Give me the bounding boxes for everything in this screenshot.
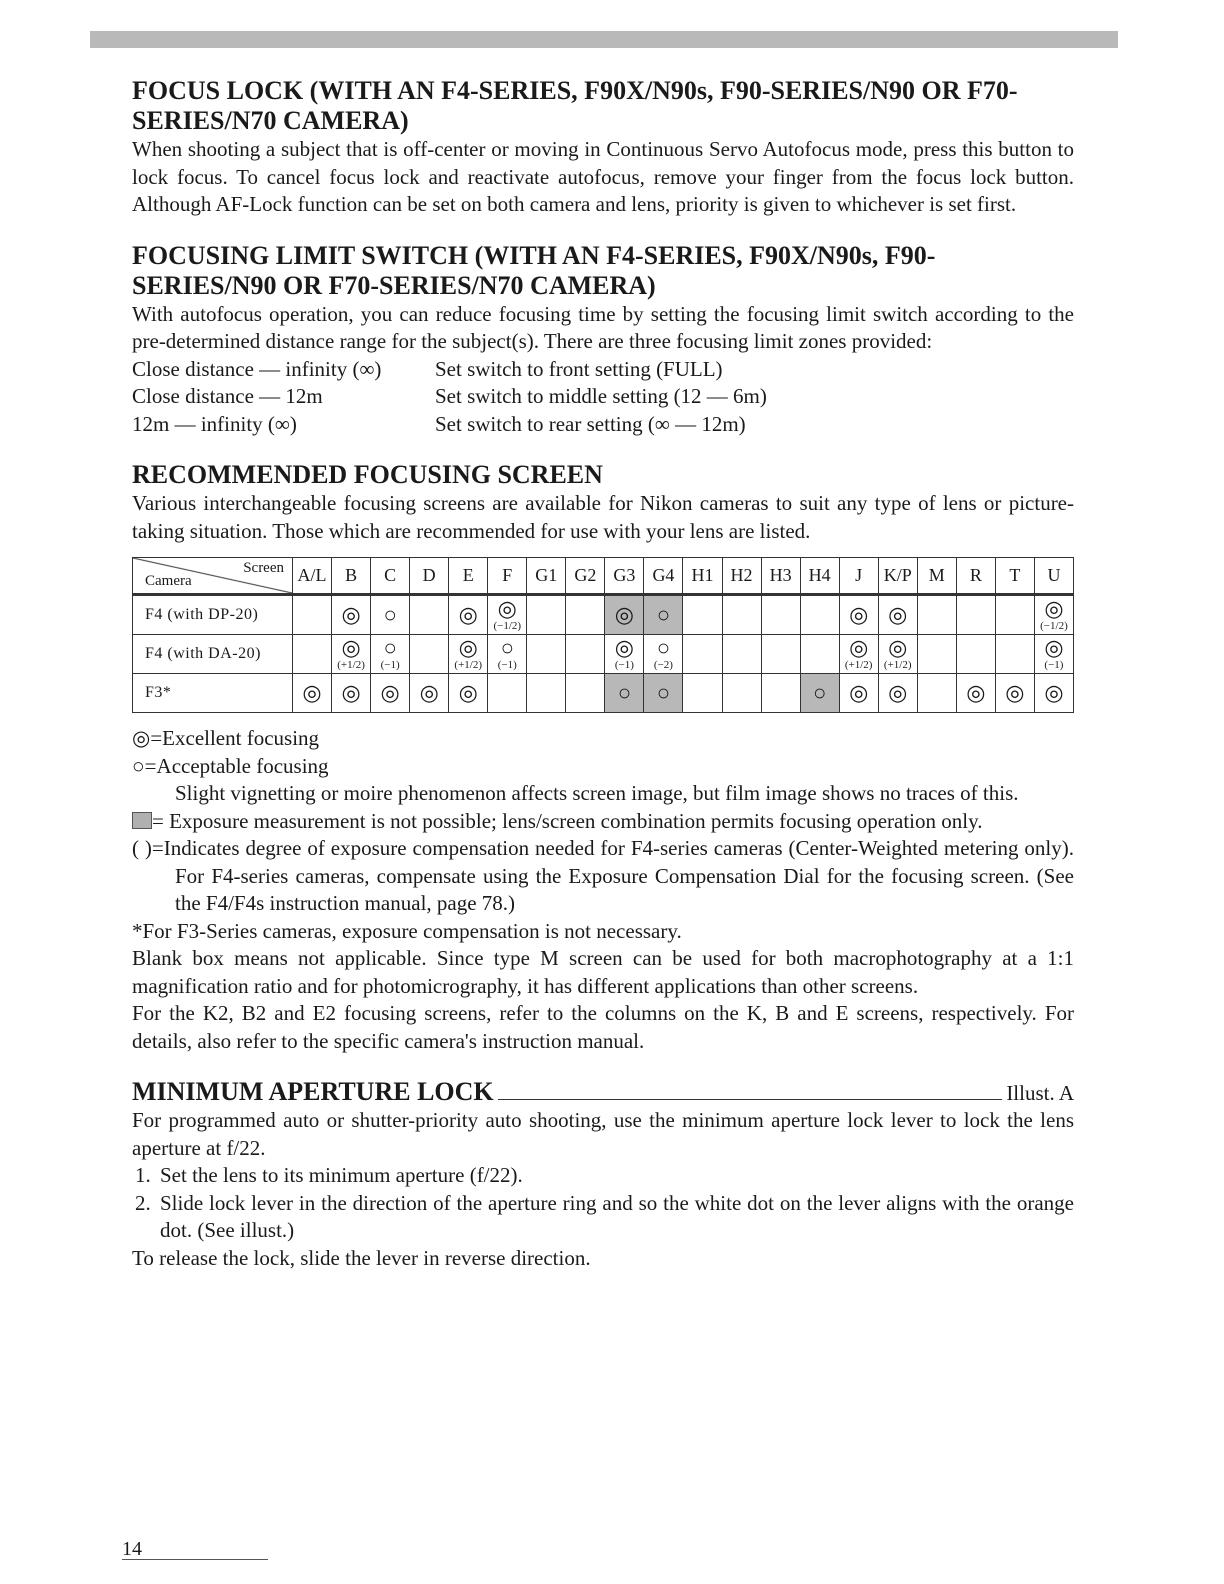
legend-paren: ( )=Indicates degree of exposure compensation needed for F4-series cameras (Center-Weighted metering only). For F4-series cameras, compensate using the Exposure Compensation Dial for the focusing screen. (See the F4/F4s instruction manual, page 78.) <box>132 836 1074 915</box>
column-header: H3 <box>761 558 800 595</box>
leader-rule <box>498 1099 1003 1100</box>
excellent-icon: ◎ <box>888 680 908 705</box>
rating-cell <box>878 674 917 713</box>
excellent-icon: ◎ <box>888 635 908 660</box>
rating-cell <box>605 635 644 674</box>
zone-setting: Set switch to middle setting (12 — 6m) <box>435 384 767 408</box>
rating-cell <box>761 674 800 713</box>
column-header: F <box>488 558 527 595</box>
table-row <box>133 595 1074 635</box>
rating-cell <box>293 674 332 713</box>
rating-cell <box>527 595 566 635</box>
compensation-value: (+1/2) <box>454 659 482 671</box>
rating-cell <box>371 635 410 674</box>
table-row <box>133 674 1074 713</box>
compensation-value: (+1/2) <box>844 659 873 671</box>
camera-cell: F4 (with DA-20) <box>133 635 293 674</box>
legend-exposure <box>132 808 1074 836</box>
corner-screen-label: Screen <box>243 560 284 576</box>
rating-cell <box>683 674 722 713</box>
column-header: G3 <box>605 558 644 595</box>
rating-cell <box>644 635 683 674</box>
column-header: G2 <box>566 558 605 595</box>
legend-blank-note: Blank box means not applicable. Since type M screen can be used for both macrophotography at a 1:1 magnification ratio and for photomicrography, it has different applications than other screens. <box>132 946 1074 998</box>
rating-cell <box>488 635 527 674</box>
rating-cell <box>878 635 917 674</box>
minimum-aperture-steps <box>132 1162 1074 1245</box>
column-header: H4 <box>800 558 839 595</box>
rating-cell <box>956 635 995 674</box>
excellent-icon: ◎ <box>966 680 986 705</box>
recommended-screen-body: Various interchangeable focusing screens are available for Nikon cameras to suit any type of lens or picture-taking situation. Those which are recommended for use with your lens are listed. <box>132 491 1074 543</box>
rating-cell <box>917 595 956 635</box>
rating-cell <box>722 635 761 674</box>
rating-cell <box>761 635 800 674</box>
zone-setting: Set switch to rear setting (∞ — 12m) <box>435 411 746 436</box>
illustration-reference: Illust. A <box>1006 1081 1074 1105</box>
acceptable-icon: ○ <box>617 680 632 705</box>
focus-lock-section <box>132 76 1074 219</box>
zone-row <box>132 356 1074 384</box>
rating-cell <box>566 595 605 635</box>
page-content <box>132 76 1074 1294</box>
excellent-icon: ◎ <box>341 602 361 627</box>
focusing-limit-heading: FOCUSING LIMIT SWITCH (WITH AN F4-SERIES, F90X/N90s, F90-SERIES/N90 OR F70-SERIES/N70 CAMERA) <box>132 240 936 300</box>
excellent-icon: ◎ <box>419 680 439 705</box>
column-header: E <box>449 558 488 595</box>
column-header: H2 <box>722 558 761 595</box>
column-header: M <box>917 558 956 595</box>
excellent-icon: ◎ <box>380 680 400 705</box>
rating-cell <box>605 674 644 713</box>
acceptable-icon: ○ <box>656 635 671 660</box>
rating-cell <box>566 635 605 674</box>
compensation-value: (+1/2) <box>883 659 912 671</box>
legend-k2-note: For the K2, B2 and E2 focusing screens, refer to the columns on the K, B and E screens, respectively. For details, also refer to the specific camera's instruction manual. <box>132 1001 1074 1053</box>
limit-zones <box>132 356 1074 439</box>
rating-cell <box>800 595 839 635</box>
column-header: J <box>839 558 878 595</box>
excellent-icon: ◎ <box>458 680 478 705</box>
rating-cell <box>332 635 371 674</box>
rating-cell <box>332 595 371 635</box>
focus-lock-body: When shooting a subject that is off-center or moving in Continuous Servo Autofocus mode, press this button to lock focus. To cancel focus lock and reactivate autofocus, remove your finger from the focus lock button. Although AF-Lock function can be set on both camera and lens, priority is given to whichever is set first. <box>132 137 1074 216</box>
rating-cell <box>722 674 761 713</box>
table-row <box>133 635 1074 674</box>
rating-cell <box>449 674 488 713</box>
rating-cell <box>956 674 995 713</box>
column-header: T <box>995 558 1034 595</box>
rating-cell <box>527 635 566 674</box>
rating-cell <box>410 595 449 635</box>
rating-cell <box>761 595 800 635</box>
zone-range: Close distance — infinity (∞) <box>132 356 382 381</box>
column-header: R <box>956 558 995 595</box>
rating-cell <box>293 595 332 635</box>
excellent-icon: ◎ <box>302 680 322 705</box>
column-header: C <box>371 558 410 595</box>
rating-cell <box>644 674 683 713</box>
rating-cell <box>800 635 839 674</box>
compensation-value: (−1) <box>497 659 517 671</box>
rating-cell <box>410 635 449 674</box>
rating-cell <box>839 595 878 635</box>
column-header: A/L <box>293 558 332 595</box>
focusing-limit-section <box>132 241 1074 439</box>
acceptable-icon: ○ <box>500 635 514 660</box>
minimum-aperture-header <box>132 1077 1074 1107</box>
rating-cell <box>839 635 878 674</box>
rating-cell <box>995 674 1034 713</box>
acceptable-icon: ○ <box>656 680 671 705</box>
shaded-box-icon <box>132 812 152 829</box>
rating-cell <box>293 635 332 674</box>
rating-cell <box>332 674 371 713</box>
rating-cell <box>722 595 761 635</box>
acceptable-icon: ○ <box>383 602 397 627</box>
excellent-icon: ◎ <box>497 596 517 621</box>
excellent-icon: ◎ <box>888 602 908 627</box>
legend-exposure-text: = Exposure measurement is not possible; lens/screen combination permits focusing operation only. <box>152 808 983 833</box>
rating-cell <box>839 674 878 713</box>
minimum-aperture-body: For programmed auto or shutter-priority auto shooting, use the minimum aperture lock lever to lock the lens aperture at f/22. <box>132 1108 1074 1160</box>
rating-cell <box>800 674 839 713</box>
compensation-value: (−2) <box>653 659 673 671</box>
step-item: 2. Slide lock lever in the direction of the aperture ring and so the white dot on the lever aligns with the orange dot. (See illust.) <box>156 1190 1074 1245</box>
rating-cell <box>410 674 449 713</box>
focusing-screen-table <box>132 557 1074 713</box>
excellent-icon: ◎ <box>1044 635 1064 660</box>
column-header: K/P <box>878 558 917 595</box>
compensation-value: (−1/2) <box>1040 620 1068 632</box>
rating-cell <box>1034 595 1073 635</box>
rating-cell <box>683 595 722 635</box>
camera-cell: F4 (with DP-20) <box>133 595 293 635</box>
excellent-icon: ◎ <box>1044 596 1064 621</box>
acceptable-icon: ○ <box>383 635 397 660</box>
legend-excellent: ◎=Excellent focusing <box>132 726 320 750</box>
compensation-value: (−1) <box>614 659 634 671</box>
rating-cell <box>371 674 410 713</box>
minimum-aperture-heading: MINIMUM APERTURE LOCK <box>132 1077 494 1106</box>
rating-cell <box>1034 674 1073 713</box>
rating-cell <box>644 595 683 635</box>
excellent-icon: ◎ <box>458 602 478 627</box>
excellent-icon: ◎ <box>849 635 869 660</box>
excellent-icon: ◎ <box>458 635 478 660</box>
compensation-value: (−1) <box>380 659 400 671</box>
zone-range: Close distance — 12m <box>132 384 323 408</box>
column-header: G1 <box>527 558 566 595</box>
rating-cell <box>371 595 410 635</box>
rating-cell <box>527 674 566 713</box>
excellent-icon: ◎ <box>1044 680 1064 705</box>
rating-cell <box>956 595 995 635</box>
acceptable-icon: ○ <box>812 680 827 705</box>
zone-setting: Set switch to front setting (FULL) <box>435 356 723 381</box>
rating-cell <box>566 674 605 713</box>
legend-vignette: Slight vignetting or moire phenomenon affects screen image, but film image shows no traces of this. <box>175 781 1019 805</box>
column-header: D <box>410 558 449 595</box>
legend-acceptable: ○=Acceptable focusing <box>132 753 329 778</box>
table-legend <box>132 725 1074 1055</box>
zone-range: 12m — infinity (∞) <box>132 411 297 436</box>
excellent-icon: ◎ <box>849 680 869 705</box>
top-decorative-bar <box>90 31 1118 48</box>
excellent-icon: ◎ <box>341 680 361 705</box>
column-header: U <box>1034 558 1073 595</box>
column-header: G4 <box>644 558 683 595</box>
column-header: B <box>332 558 371 595</box>
excellent-icon: ◎ <box>849 602 869 627</box>
rating-cell <box>917 635 956 674</box>
page-number-rule <box>122 1559 268 1560</box>
rating-cell <box>488 674 527 713</box>
excellent-icon: ◎ <box>614 635 634 660</box>
compensation-value: (+1/2) <box>337 659 365 671</box>
zone-row <box>132 411 1074 439</box>
excellent-icon: ◎ <box>1005 680 1025 705</box>
recommended-screen-section <box>132 460 1074 1055</box>
column-header: H1 <box>683 558 722 595</box>
excellent-icon: ◎ <box>614 602 634 627</box>
zone-row <box>132 383 1074 411</box>
rating-cell <box>995 635 1034 674</box>
rating-cell <box>449 635 488 674</box>
page-number: 14 <box>122 1538 142 1560</box>
release-instruction: To release the lock, slide the lever in reverse direction. <box>132 1245 591 1270</box>
rating-cell <box>605 595 644 635</box>
rating-cell <box>917 674 956 713</box>
excellent-icon: ◎ <box>341 635 361 660</box>
corner-camera-label: Camera <box>145 573 192 589</box>
acceptable-icon: ○ <box>656 602 671 627</box>
compensation-value: (−1) <box>1044 659 1064 671</box>
focusing-limit-body: With autofocus operation, you can reduce focusing time by setting the focusing limit switch according to the pre-determined distance range for the subject(s). There are three focusing limit zones provided: <box>132 301 1074 353</box>
legend-f3-note: *For F3-Series cameras, exposure compensation is not necessary. <box>132 918 682 943</box>
camera-cell: F3* <box>133 674 293 713</box>
rating-cell <box>878 595 917 635</box>
rating-cell <box>1034 635 1073 674</box>
step-item: 1. Set the lens to its minimum aperture (f/22). <box>156 1162 1074 1190</box>
focus-lock-heading: FOCUS LOCK (WITH AN F4-SERIES, F90X/N90s, F90-SERIES/N90 OR F70-SERIES/N70 CAMERA) <box>132 76 1018 135</box>
recommended-screen-heading: RECOMMENDED FOCUSING SCREEN <box>132 460 603 489</box>
rating-cell <box>488 595 527 635</box>
rating-cell <box>683 635 722 674</box>
compensation-value: (−1/2) <box>493 620 522 632</box>
table-header-row <box>133 558 1074 595</box>
minimum-aperture-section <box>132 1077 1074 1272</box>
rating-cell <box>449 595 488 635</box>
rating-cell <box>995 595 1034 635</box>
table-corner-cell <box>133 558 293 595</box>
